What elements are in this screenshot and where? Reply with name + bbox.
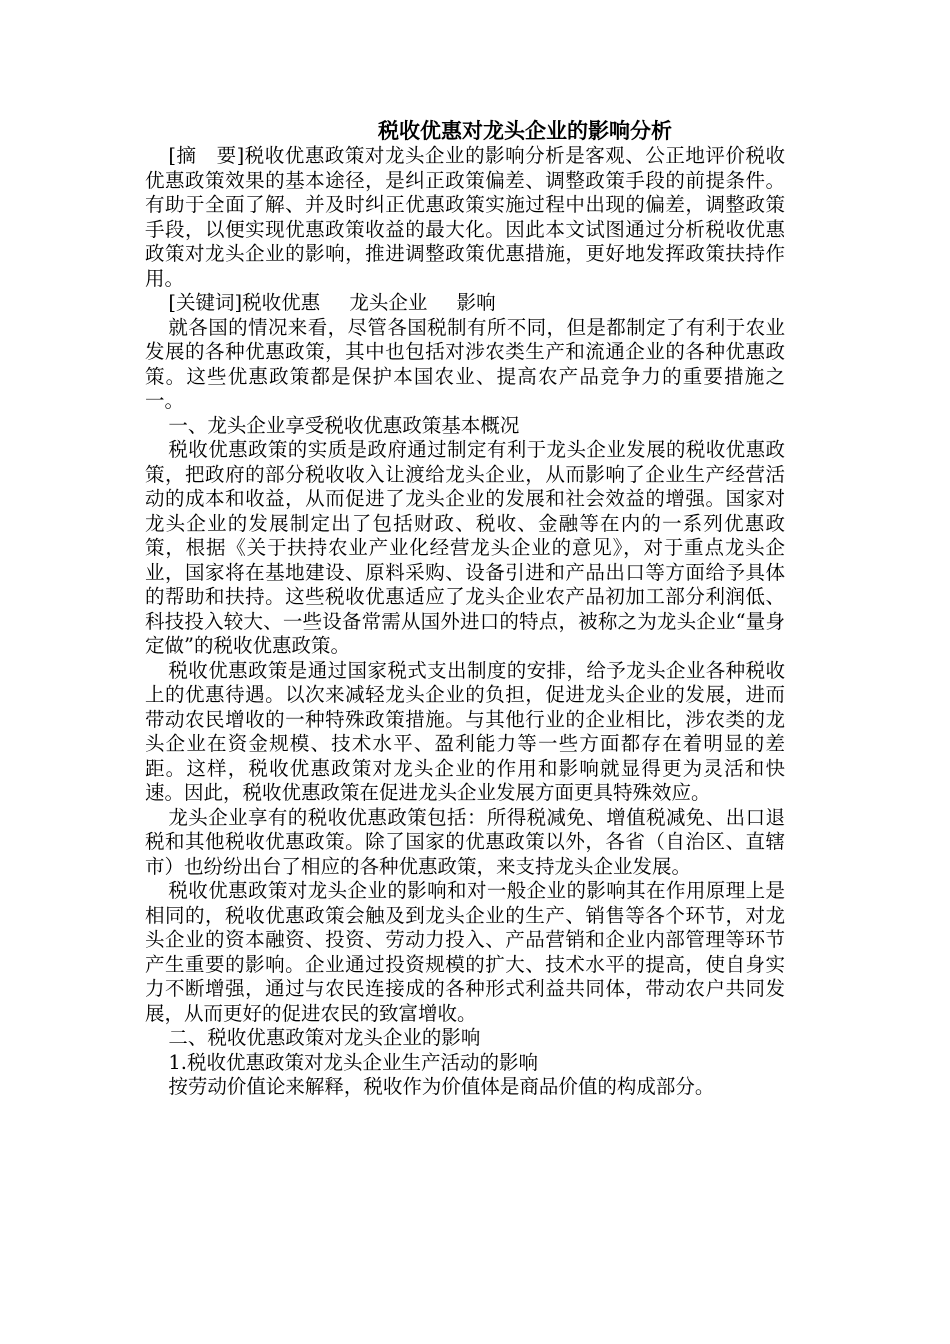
document-page <box>145 118 785 1100</box>
keyword-item: 龙头企业 <box>349 291 428 314</box>
keywords-line <box>145 291 785 316</box>
body-paragraph: 龙头企业享有的税收优惠政策包括：所得税减免、增值税减免、出口退税和其他税收优惠政策。除了国家的优惠政策以外，各省（自治区、直辖市）也纷纷出台了相应的各种优惠政策，来支持龙头企业发展。 <box>145 805 785 878</box>
section-heading: 二、税收优惠政策对龙头企业的影响 <box>168 1026 481 1049</box>
body-paragraph: 按劳动价值论来解释，税收作为价值体是商品价值的构成部分。 <box>168 1075 715 1098</box>
document-title: 税收优惠对龙头企业的影响分析 <box>378 119 672 143</box>
keyword-item: 影响 <box>456 291 496 314</box>
body-paragraph: 税收优惠政策对龙头企业的影响和对一般企业的影响其在作用原理上是相同的，税收优惠政策会触及到龙头企业的生产、销售等各个环节，对龙头企业的资本融资、投资、劳动力投入、产品营销和企业内部管理等环节产生重要的影响。企业通过投资规模的扩大、技术水平的提高，使自身实力不断增强，通过与农民连接成的各种形式利益共同体，带动农户共同发展，从而更好的促进农民的致富增收。 <box>145 879 785 1025</box>
abstract-paragraph: [摘 要]税收优惠政策对龙头企业的影响分析是客观、公正地评价税收优惠政策效果的基本途径，是纠正政策偏差、调整政策手段的前提条件。有助于全面了解、并及时纠正优惠政策实施过程中出现的偏差，调整政策手段，以便实现优惠政策收益的最大化。因此本文试图通过分析税收优惠政策对龙头企业的影响，推进调整政策优惠措施，更好地发挥政策扶持作用。 <box>145 144 785 290</box>
subsection-heading: 1.税收优惠政策对龙头企业生产活动的影响 <box>168 1050 538 1074</box>
keywords-label: [关键词]税收优惠 <box>168 291 321 314</box>
body-paragraph: 税收优惠政策是通过国家税式支出制度的安排，给予龙头企业各种税收上的优惠待遇。以次来减轻龙头企业的负担，促进龙头企业的发展，进而带动农民增收的一种特殊政策措施。与其他行业的企业相比，涉农类的龙头企业在资金规模、技术水平、盈利能力等一些方面都存在着明显的差距。这样，税收优惠政策对龙头企业的作用和影响就显得更为灵活和快速。因此，税收优惠政策在促进龙头企业发展方面更具特殊效应。 <box>145 658 785 804</box>
intro-paragraph: 就各国的情况来看，尽管各国税制有所不同，但是都制定了有利于农业发展的各种优惠政策，其中也包括对涉农类生产和流通企业的各种优惠政策。这些优惠政策都是保护本国农业、提高农产品竞争力的重要措施之一。 <box>145 315 785 412</box>
body-paragraph: 税收优惠政策的实质是政府通过制定有利于龙头企业发展的税收优惠政策，把政府的部分税收收入让渡给龙头企业，从而影响了企业生产经营活动的成本和收益，从而促进了龙头企业的发展和社会效益的增强。国家对龙头企业的发展制定出了包括财政、税收、金融等在内的一系列优惠政策，根据《关于扶持农业产业化经营龙头企业的意见》，对于重点龙头企业，国家将在基地建设、原料采购、设备引进和产品出口等方面给予具体的帮助和扶持。这些税收优惠适应了龙头企业农产品初加工部分利润低、科技投入较大、一些设备常需从国外进口的特点，被称之为龙头企业“量身定做”的税收优惠政策。 <box>145 438 785 657</box>
section-heading: 一、龙头企业享受税收优惠政策基本概况 <box>168 413 520 437</box>
